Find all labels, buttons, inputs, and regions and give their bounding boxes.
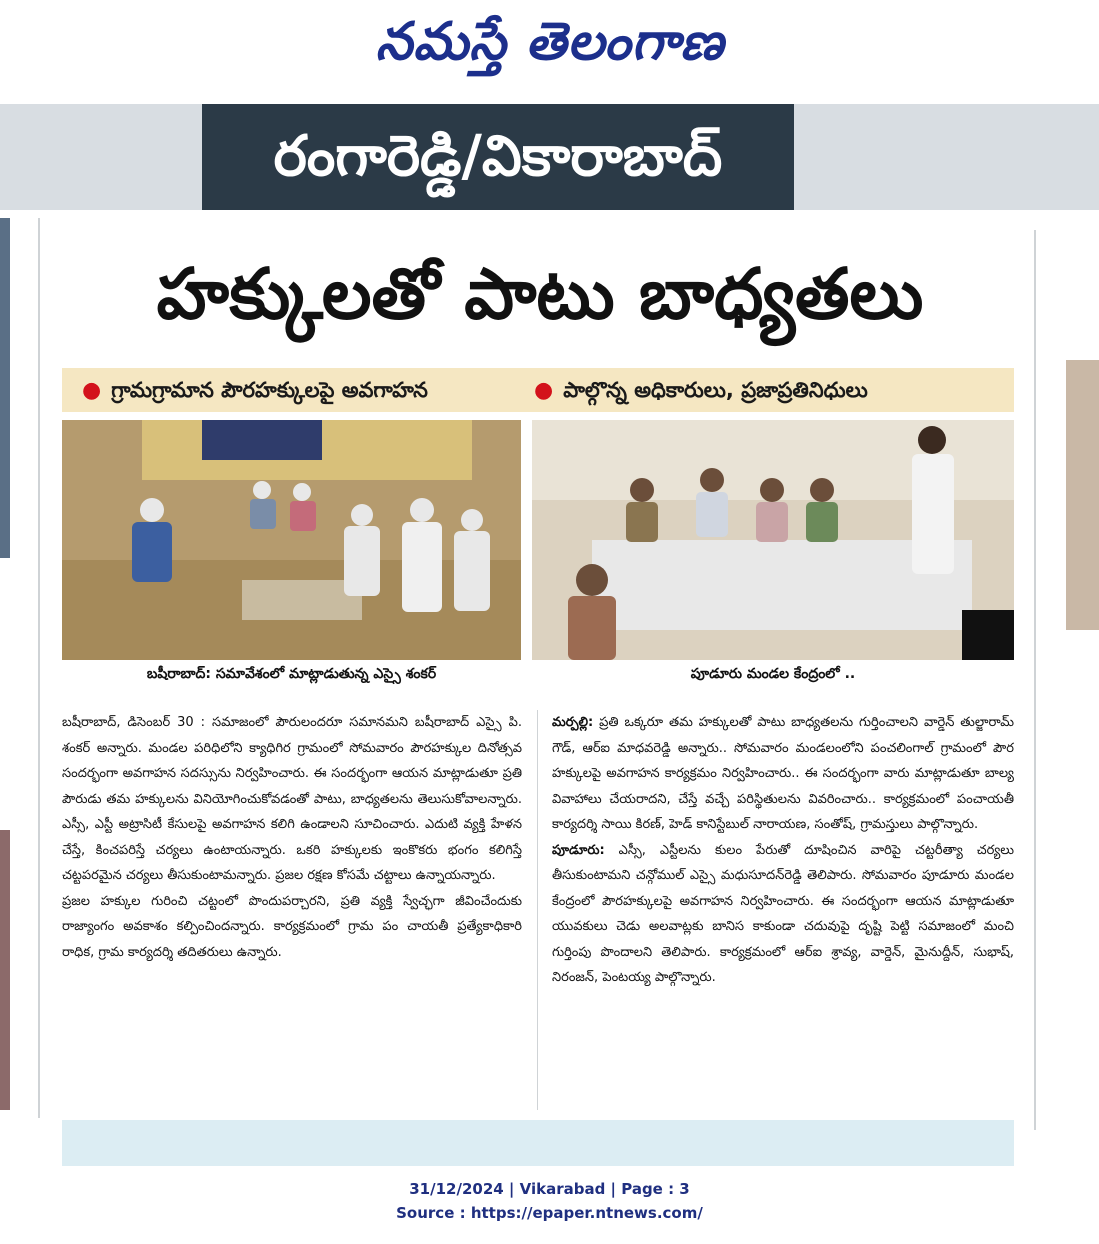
bullet-dot-icon: ● — [534, 378, 554, 403]
subheading-2 — [534, 368, 868, 412]
section-title: రంగారెడ్డి/వికారాబాద్ — [273, 124, 723, 189]
section-band — [0, 104, 1099, 210]
headline: హక్కులతో పాటు బాధ్యతలు — [156, 253, 924, 335]
photo-left-caption: బషీరాబాద్: సమావేశంలో మాట్లాడుతున్న ఎస్సై శంకర్ — [146, 666, 437, 682]
article-left-column — [62, 710, 522, 965]
masthead — [0, 0, 1099, 100]
subheading-1 — [82, 368, 428, 412]
article-right-paragraph-1 — [552, 710, 1014, 838]
photo-right-image — [532, 420, 1014, 660]
article-right-text-2: ఎస్సీ, ఎస్టీలను కులం పేరుతో దూషించిన వారిపై చట్టరీత్యా చర్యలు తీసుకుంటామని చన్గోముల్ ఎస్సై మధుసూదన్‌రెడ్డి తెలిపారు. సోమవారం పూడూరు మండల కేంద్రంలో పౌరహక్కులపై అవగాహన నిర్వహించారు. ఈ సందర్భంగా ఆయన మాట్లాడుతూ యువకులు చెడు అలవాట్లకు బానిస కాకుండా చదువుపై దృష్టి పెట్టి సమాజంలో మంచి గుర్తింపు పొందాలని తెలిపారు. కార్యక్రమంలో ఆర్ఐ శ్రావ్య, వార్డెన్, మైనుద్దీన్, సుభాష్, నిరంజన్, పెంటయ్య పాల్గొన్నారు. — [552, 842, 1014, 985]
photo-right-caption: పూడూరు మండల కేంద్రంలో .. — [690, 666, 856, 682]
dateline-pudur: పూడూరు: — [552, 842, 605, 858]
article-right-column — [552, 710, 1014, 991]
photo-left — [62, 420, 521, 660]
column-rule-right — [1034, 230, 1036, 1130]
article-left-paragraph-1: బషీరాబాద్, డిసెంబర్ 30 : సమాజంలో పౌరులందరూ సమానమని బషీరాబాద్ ఎస్సై పి. శంకర్ అన్నారు. మండల పరిధిలోని క్యాధిగిర గ్రామంలో సోమవారం పౌరహక్కుల దినోత్సవ సందర్భంగా అవగాహన సదస్సును నిర్వహించారు. ఈ సందర్భంగా ఆయన మాట్లాడుతూ ప్రతి పౌరుడు తమ హక్కులను వినియోగించుకోవడంతో పాటు, బాధ్యతలను తెలుసుకోవాలన్నారు. ఎస్సీ, ఎస్టీ అట్రాసిటీ కేసులపై అవగాహన కలిగి ఉండాలని సూచించారు. ఎదుటి వ్యక్తి హేళన చేస్తే, కించపరిస్తే చర్యలు ఉంటాయన్నారు. ఒకరి హక్కులకు ఇంకొకరు భంగం కలిగిస్తే చట్టపరమైన చర్యలు తీసుకుంటామన్నారు. ప్రజల రక్షణ కోసమే చట్టాలు ఉన్నాయన్నారు. — [62, 715, 522, 883]
photo-right — [532, 420, 1014, 660]
left-neighbor-clip — [0, 218, 10, 558]
footer-date-line: 31/12/2024 | Vikarabad | Page : 3 — [409, 1180, 690, 1198]
photo-left-image — [62, 420, 521, 660]
next-story-headline-clip — [88, 1142, 688, 1166]
footer-source-line: Source : https://epaper.ntnews.com/ — [396, 1204, 703, 1222]
bullet-dot-icon: ● — [82, 378, 102, 403]
subheading-2-text: పాల్గొన్న అధికారులు, ప్రజాప్రతినిధులు — [563, 378, 868, 402]
article-right-text-1: ప్రతి ఒక్కరూ తమ హక్కులతో పాటు బాధ్యతలను గుర్తించాలని వార్డెన్ తుల్జారామ్ గౌడ్, ఆర్ఐ మాధవరెడ్డి అన్నారు.. సోమవారం మండలంలోని పంచలింగాల్ గ్రామంలో పౌర హక్కులపై అవగాహన కార్యక్రమం నిర్వహించారు.. ఈ సందర్భంగా వారు మాట్లాడుతూ బాల్య వివాహాలు చేయరాదని, చేస్తే వచ్చే పరిస్థితులను వివరించారు.. కార్యక్రమంలో పంచాయతీ కార్యదర్శి సాయి కిరణ్, హెడ్ కానిస్టేబుల్ నారాయణ, సంతోష్, గ్రామస్తులు పాల్గొన్నారు. — [552, 715, 1014, 832]
subheading-1-text: గ్రామగ్రామాన పౌరహక్కులపై అవగాహన — [111, 378, 428, 402]
article-column-rule — [537, 710, 538, 1110]
newspaper-logo: నమస్తే తెలంగాణ — [375, 11, 725, 72]
subheading-bar — [62, 368, 1014, 412]
left-neighbor-clip-2 — [0, 830, 10, 1110]
dateline-marpalli: మర్పల్లి: — [552, 715, 594, 730]
article-right-paragraph-2 — [552, 838, 1014, 991]
column-rule-left — [38, 218, 40, 1118]
right-neighbor-clip — [1066, 360, 1099, 630]
next-story-box — [62, 1120, 1014, 1166]
article-left-paragraph-2: ప్రజల హక్కుల గురించి చట్టంలో పొందుపర్చారని, ప్రతి వ్యక్తి స్వేచ్ఛగా జీవించేందుకు రాజ్యాంగం అవకాశం కల్పించిందన్నారు. కార్యక్రమంలో గ్రామ పం చాయతీ ప్రత్యేకాధికారి రాధిక, గ్రామ కార్యదర్శి తదితరులు ఉన్నారు. — [62, 893, 522, 960]
section-title-box — [202, 104, 794, 210]
